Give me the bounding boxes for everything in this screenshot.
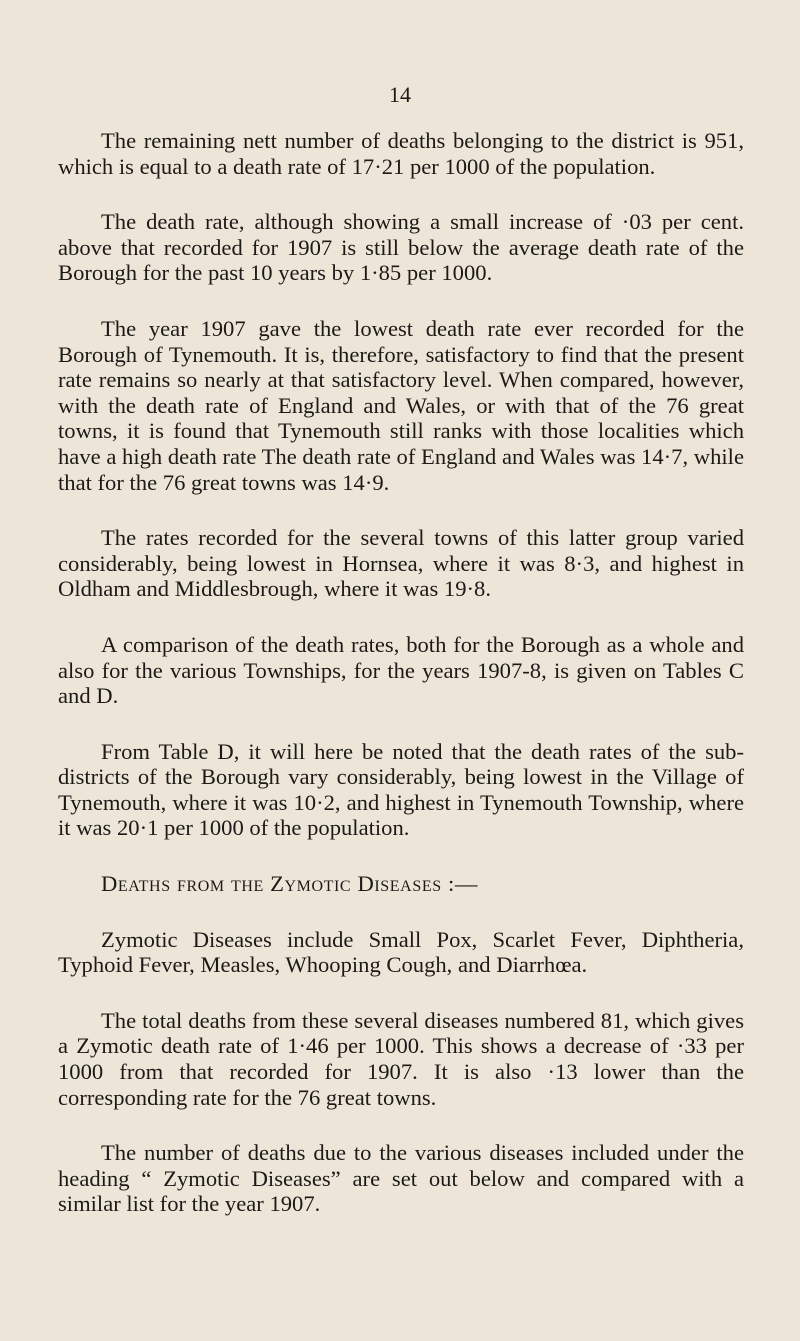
body-text — [58, 128, 744, 1247]
paragraph-comparison-tables: A comparison of the death rates, both for the Borough as a whole and also for the various Townships, for the years 1907-8, is given on Tables C and D. — [58, 631, 744, 709]
paragraph-net-deaths: The remaining nett number of deaths belonging to the district is 951, which is equal to a death rate of 17·21 per 1000 of the population. — [58, 128, 744, 179]
paragraph-town-rates: The rates recorded for the several towns of this latter group varied considerably, being lowest in Hornsea, where it was 8·3, and highest in Oldham and Middlesbrough, where it was 19·8. — [58, 525, 744, 602]
paragraph-lowest-death-rate: The year 1907 gave the lowest death rate ever recorded for the Borough of Tynemouth. It is, therefore, satisfactory to find that the present rate remains so nearly at that satisfactory level. When compared, however, with the death rate of England and Wales, or with that of the 76 great towns, it is found that Tynemouth still ranks with those localities which have a high death rate The death rate of England and Wales was 14·7, while that for the 76 great towns was 14·9. — [58, 315, 744, 495]
paragraph-zymotic-breakdown: The number of deaths due to the various diseases included under the heading “ Zymotic Diseases” are set out below and compared with a similar list for the year 1907. — [58, 1140, 744, 1217]
page-number: 14 — [389, 82, 411, 107]
paragraph-zymotic-list: Zymotic Diseases include Small Pox, Scarlet Fever, Diphtheria, Typhoid Fever, Measles, Whooping Cough, and Diarrhœa. — [58, 926, 744, 978]
paragraph-death-rate-increase: The death rate, although showing a small increase of ·03 per cent. above that recorded for 1907 is still below the average death rate of the Borough for the past 10 years by 1·85 per 1000. — [58, 209, 744, 286]
paragraph-sub-districts: From Table D, it will here be noted that the death rates of the sub-districts of the Borough vary considerably, being lowest in the Village of Tynemouth, where it was 10·2, and highest in Tynemouth Township, where it was 20·1 per 1000 of the population. — [58, 738, 744, 841]
paragraph-zymotic-total: The total deaths from these several diseases numbered 81, which gives a Zymotic death rate of 1·46 per 1000. This shows a decrease of ·33 per 1000 from that recorded for 1907. It is also ·13 lower than the corresponding rate for the 76 great towns. — [58, 1007, 744, 1110]
section-heading-zymotic: Deaths from the Zymotic Diseases :— — [101, 871, 479, 897]
